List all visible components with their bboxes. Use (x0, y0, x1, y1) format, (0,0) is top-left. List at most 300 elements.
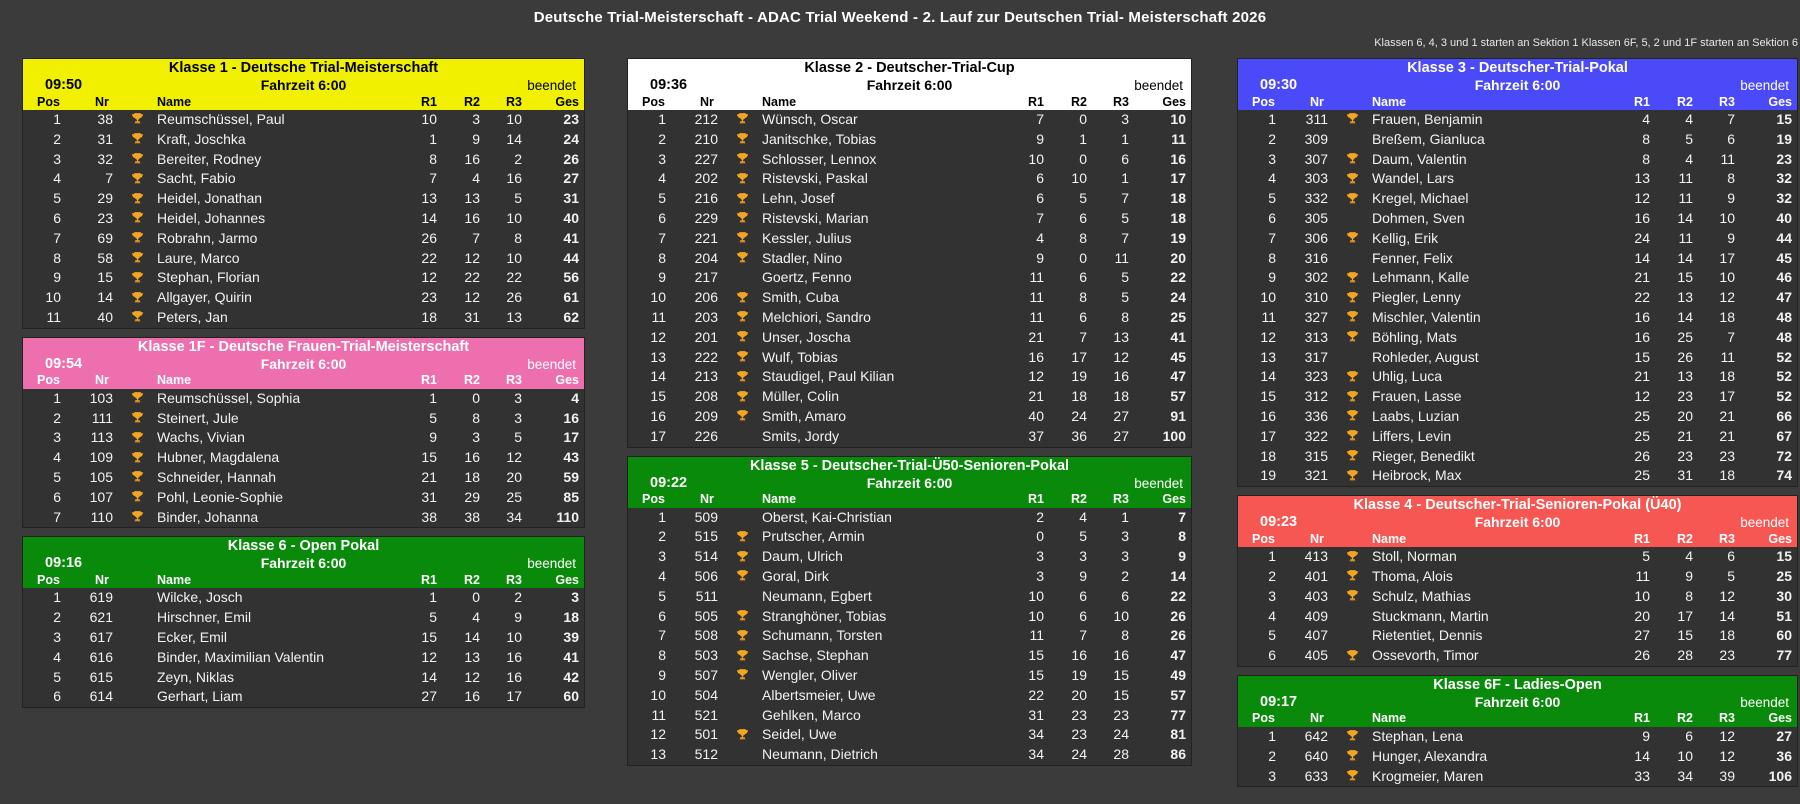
row-pos: 9 (658, 269, 666, 286)
row-r2: 16 (464, 449, 480, 466)
row-r3: 11 (1720, 150, 1735, 167)
row-r3: 10 (506, 111, 522, 127)
table-subheader (628, 77, 1191, 94)
row-r1: 11 (1029, 269, 1044, 286)
row-ges: 45 (1776, 249, 1792, 266)
row-name: Thoma, Alois (1372, 567, 1453, 584)
row-r1: 37 (1028, 427, 1044, 444)
table-header (23, 338, 584, 389)
row-nr: 221 (694, 229, 718, 246)
row-r3: 14 (506, 130, 522, 147)
trophy-icon (724, 194, 760, 205)
row-name: Frauen, Benjamin (1372, 111, 1483, 127)
row-pos: 18 (1260, 447, 1276, 464)
trophy-icon (724, 293, 760, 304)
row-pos: 7 (1268, 229, 1276, 246)
trophy-icon (119, 293, 155, 304)
column-header-nr: Nr (1310, 94, 1324, 109)
row-nr: 15 (97, 269, 113, 286)
row-ges: 15 (1776, 548, 1792, 565)
row-name: Frauen, Lasse (1372, 388, 1462, 405)
column-header-r3: R3 (1113, 492, 1129, 507)
row-r3: 7 (1121, 190, 1129, 207)
row-r3: 16 (1113, 368, 1129, 385)
row-r3: 34 (506, 508, 522, 525)
row-nr: 506 (694, 567, 718, 584)
row-r3: 10 (1719, 269, 1735, 286)
row-pos: 2 (1268, 130, 1276, 147)
row-r3: 5 (1121, 209, 1129, 226)
row-r3: 12 (1719, 587, 1735, 604)
table-rows (23, 588, 584, 707)
row-r1: 33 (1634, 767, 1650, 784)
table-start-time: 09:54 (45, 355, 83, 372)
row-r3: 14 (1719, 607, 1735, 624)
trophy-icon (724, 134, 760, 145)
row-pos: 2 (53, 130, 61, 147)
row-nr: 201 (694, 328, 718, 345)
row-nr: 316 (1304, 249, 1328, 266)
table-row (1238, 189, 1797, 209)
row-name: Daum, Valentin (1372, 150, 1467, 167)
row-ges: 52 (1776, 368, 1792, 385)
column-header-nr: Nr (700, 94, 714, 109)
row-pos: 7 (53, 508, 61, 525)
row-ges: 26 (1170, 607, 1186, 624)
table-row (628, 130, 1191, 150)
row-pos: 3 (53, 150, 61, 167)
column-header-r3: R3 (506, 94, 522, 109)
table-rows (1238, 110, 1797, 486)
table-row (23, 488, 584, 508)
column-header-r2: R2 (464, 94, 480, 109)
row-name: Steinert, Jule (157, 409, 239, 426)
row-pos: 13 (650, 746, 666, 763)
table-subheader (23, 77, 584, 94)
row-pos: 9 (658, 666, 666, 683)
row-name: Stranghöner, Tobias (762, 607, 887, 624)
column-header-pos: Pos (37, 373, 60, 388)
row-r1: 23 (421, 289, 437, 306)
row-ges: 45 (1170, 348, 1186, 365)
table-column-headers (1238, 711, 1797, 727)
row-r3: 12 (506, 449, 522, 466)
row-nr: 615 (89, 668, 113, 685)
table-row (23, 110, 584, 130)
row-nr: 405 (1304, 647, 1328, 664)
row-r1: 4 (1036, 229, 1044, 246)
column-header-nr: Nr (95, 572, 109, 587)
row-r1: 26 (1634, 447, 1650, 464)
table-row (23, 209, 584, 229)
row-nr: 621 (89, 609, 113, 626)
row-r2: 24 (1071, 407, 1087, 424)
trophy-icon (1334, 332, 1370, 343)
row-pos: 2 (53, 409, 61, 426)
trophy-icon (724, 651, 760, 662)
table-row (1238, 427, 1797, 447)
row-ges: 22 (1170, 587, 1186, 604)
table-row (1238, 387, 1797, 407)
row-ges: 4 (571, 389, 579, 406)
row-r3: 3 (1121, 111, 1129, 127)
row-r1: 5 (1642, 548, 1650, 565)
table-fahrzeit: Fahrzeit 6:00 (866, 474, 953, 491)
row-r2: 16 (464, 688, 480, 705)
row-ges: 72 (1776, 447, 1792, 464)
trophy-icon (119, 194, 155, 205)
row-ges: 49 (1170, 666, 1186, 683)
table-row (1238, 767, 1797, 787)
row-name: Smith, Amaro (762, 407, 847, 424)
row-pos: 10 (650, 289, 666, 306)
row-pos: 7 (658, 229, 666, 246)
row-nr: 217 (694, 269, 718, 286)
row-name: Wengler, Oliver (762, 666, 858, 683)
trophy-icon (724, 233, 760, 244)
row-name: Sachse, Stephan (762, 647, 869, 664)
row-nr: 401 (1304, 567, 1328, 584)
row-r3: 15 (1113, 686, 1129, 703)
row-r1: 31 (421, 488, 437, 505)
row-r2: 7 (1079, 627, 1087, 644)
row-r3: 12 (1719, 289, 1735, 306)
row-r2: 4 (1685, 111, 1693, 127)
row-r2: 12 (464, 668, 480, 685)
row-ges: 100 (1162, 427, 1186, 444)
row-r1: 3 (1036, 567, 1044, 584)
table-row (628, 229, 1191, 249)
row-pos: 13 (650, 348, 666, 365)
row-ges: 47 (1170, 368, 1186, 385)
table-rows (23, 110, 584, 328)
row-r2: 6 (1079, 269, 1087, 286)
row-r2: 23 (1677, 388, 1693, 405)
table-row (628, 547, 1191, 567)
trophy-icon (1334, 411, 1370, 422)
row-pos: 9 (1268, 269, 1276, 286)
table-status-badge: beendet (527, 356, 576, 372)
row-r1: 38 (421, 508, 437, 525)
row-ges: 15 (1776, 111, 1792, 127)
row-r2: 8 (1685, 587, 1693, 604)
row-pos: 16 (1260, 407, 1276, 424)
row-ges: 10 (1170, 111, 1186, 127)
column-header-name: Name (157, 94, 192, 109)
row-r3: 10 (506, 209, 522, 226)
table-row (23, 389, 584, 409)
table-rows (23, 389, 584, 528)
table-row (1238, 626, 1797, 646)
row-nr: 503 (694, 647, 718, 664)
row-pos: 3 (53, 429, 61, 446)
row-r3: 18 (1719, 308, 1735, 325)
row-r1: 0 (1036, 528, 1044, 545)
table-rows (628, 508, 1191, 765)
row-r3: 11 (1720, 348, 1735, 365)
row-r1: 22 (1634, 289, 1650, 306)
results-table-klasse2 (627, 58, 1192, 448)
row-pos: 15 (1260, 388, 1276, 405)
row-ges: 7 (1178, 508, 1186, 525)
row-nr: 617 (89, 628, 113, 645)
row-ges: 8 (1178, 528, 1186, 545)
row-r2: 8 (1079, 289, 1087, 306)
row-name: Neumann, Dietrich (762, 746, 878, 763)
table-fahrzeit: Fahrzeit 6:00 (260, 77, 347, 93)
row-r1: 9 (1642, 727, 1650, 744)
table-row (1238, 447, 1797, 467)
trophy-icon (724, 730, 760, 741)
row-name: Binder, Johanna (157, 508, 259, 525)
table-row (628, 626, 1191, 646)
row-ges: 41 (1170, 328, 1186, 345)
row-r2: 3 (472, 429, 480, 446)
row-r1: 14 (421, 209, 437, 226)
row-ges: 20 (1170, 249, 1186, 266)
row-pos: 5 (1268, 627, 1276, 644)
row-r1: 21 (1634, 269, 1650, 286)
row-ges: 17 (1170, 170, 1186, 187)
row-pos: 17 (1260, 427, 1276, 444)
row-r3: 24 (1113, 726, 1129, 743)
row-ges: 23 (1776, 150, 1792, 167)
sektion-note: Klassen 6, 4, 3 und 1 starten an Sektion 1 Klassen 6F, 5, 2 und 1F starten an Sektion 6 (1374, 37, 1798, 49)
table-row (1238, 110, 1797, 130)
row-r2: 16 (464, 150, 480, 167)
row-r2: 16 (464, 209, 480, 226)
row-r3: 8 (514, 229, 522, 246)
row-r2: 5 (1079, 190, 1087, 207)
row-pos: 11 (651, 308, 666, 325)
row-nr: 322 (1304, 427, 1328, 444)
row-nr: 203 (694, 308, 718, 325)
row-r3: 5 (514, 190, 522, 207)
row-r1: 21 (1028, 328, 1044, 345)
row-ges: 52 (1776, 348, 1792, 365)
trophy-icon (119, 393, 155, 404)
row-pos: 8 (53, 249, 61, 266)
row-pos: 14 (650, 368, 666, 385)
row-r1: 1 (429, 589, 437, 606)
row-pos: 6 (53, 688, 61, 705)
row-pos: 1 (53, 389, 61, 406)
row-nr: 202 (694, 170, 718, 187)
row-ges: 27 (563, 170, 579, 187)
trophy-icon (119, 413, 155, 424)
row-pos: 6 (53, 209, 61, 226)
row-name: Stadler, Nino (762, 249, 843, 266)
row-pos: 5 (658, 190, 666, 207)
row-name: Kraft, Joschka (157, 130, 246, 147)
row-name: Stephan, Florian (157, 269, 260, 286)
column-header-name: Name (762, 492, 797, 507)
row-name: Wünsch, Oscar (762, 111, 858, 127)
row-r2: 6 (1079, 607, 1087, 624)
row-r1: 6 (1036, 190, 1044, 207)
row-r3: 25 (506, 488, 522, 505)
row-nr: 107 (89, 488, 113, 505)
trophy-icon (724, 312, 760, 323)
row-ges: 60 (563, 688, 579, 705)
table-subheader (23, 555, 584, 572)
column-header-r3: R3 (1719, 711, 1735, 726)
row-name: Dohmen, Sven (1372, 209, 1465, 226)
trophy-icon (724, 552, 760, 563)
row-r2: 4 (472, 170, 480, 187)
row-ges: 42 (563, 668, 579, 685)
row-name: Wulf, Tobias (762, 348, 838, 365)
trophy-icon (119, 312, 155, 323)
row-ges: 47 (1170, 647, 1186, 664)
column-header-ges: Ges (1162, 492, 1186, 507)
trophy-icon (119, 273, 155, 284)
trophy-icon (119, 472, 155, 483)
row-r1: 27 (1634, 627, 1650, 644)
row-pos: 12 (650, 726, 666, 743)
row-r3: 28 (1113, 746, 1129, 763)
table-row (23, 268, 584, 288)
row-ges: 39 (563, 628, 579, 645)
row-r3: 6 (1121, 587, 1129, 604)
row-ges: 19 (1170, 229, 1186, 246)
row-pos: 5 (658, 587, 666, 604)
row-r3: 16 (1113, 647, 1129, 664)
table-row (628, 328, 1191, 348)
row-pos: 2 (1268, 747, 1276, 764)
row-pos: 5 (53, 190, 61, 207)
row-r2: 4 (472, 609, 480, 626)
row-ges: 24 (563, 130, 579, 147)
table-row (1238, 547, 1797, 567)
row-r2: 11 (1678, 190, 1693, 207)
row-r1: 1 (429, 130, 437, 147)
row-name: Laure, Marco (157, 249, 240, 266)
column-header-r3: R3 (1719, 94, 1735, 109)
table-row (1238, 727, 1797, 747)
row-r2: 22 (464, 269, 480, 286)
row-r3: 27 (1113, 407, 1129, 424)
row-r2: 4 (1685, 150, 1693, 167)
table-status-badge: beendet (1740, 78, 1789, 93)
row-nr: 514 (694, 548, 718, 565)
row-r3: 10 (1113, 607, 1129, 624)
table-column-headers (23, 94, 584, 110)
row-pos: 1 (1268, 727, 1276, 744)
table-row (628, 725, 1191, 745)
row-ges: 32 (1776, 170, 1792, 187)
trophy-icon (724, 253, 760, 264)
table-header (1238, 676, 1797, 727)
row-ges: 52 (1776, 388, 1792, 405)
row-r2: 29 (464, 488, 480, 505)
row-r2: 9 (472, 130, 480, 147)
row-ges: 27 (1776, 727, 1792, 744)
row-r3: 9 (1727, 190, 1735, 207)
table-row (1238, 646, 1797, 666)
trophy-icon (724, 352, 760, 363)
column-header-name: Name (762, 94, 797, 109)
column-header-r2: R2 (1677, 711, 1693, 726)
row-name: Pohl, Leonie-Sophie (157, 488, 284, 505)
table-row (23, 189, 584, 209)
row-r1: 1 (429, 389, 437, 406)
row-nr: 216 (694, 190, 718, 207)
table-row (628, 686, 1191, 706)
row-r3: 3 (514, 409, 522, 426)
row-r2: 17 (1677, 607, 1693, 624)
row-r3: 2 (1121, 567, 1129, 584)
row-r1: 7 (1036, 111, 1044, 127)
column-header-pos: Pos (1252, 94, 1275, 109)
trophy-icon (119, 453, 155, 464)
column-header-ges: Ges (1768, 94, 1792, 109)
row-nr: 209 (694, 407, 718, 424)
row-name: Heidel, Jonathan (157, 190, 263, 207)
row-r1: 21 (421, 468, 437, 485)
row-r3: 17 (1719, 388, 1735, 405)
row-nr: 306 (1304, 229, 1328, 246)
row-r2: 9 (1685, 567, 1693, 584)
row-r2: 14 (1677, 249, 1693, 266)
table-row (23, 229, 584, 249)
table-row (628, 508, 1191, 528)
row-r2: 6 (1079, 209, 1087, 226)
row-pos: 6 (658, 209, 666, 226)
row-r2: 15 (1677, 627, 1693, 644)
row-r3: 23 (1719, 647, 1735, 664)
table-title: Klasse 1F - Deutsche Frauen-Trial-Meisterschaft (137, 338, 470, 355)
row-nr: 69 (97, 229, 113, 246)
row-ges: 18 (1170, 209, 1186, 226)
row-nr: 321 (1304, 467, 1328, 484)
row-r2: 12 (464, 249, 480, 266)
row-name: Piegler, Lenny (1372, 289, 1461, 306)
row-pos: 3 (658, 548, 666, 565)
row-r1: 34 (1028, 726, 1044, 743)
row-nr: 227 (694, 150, 718, 167)
row-r2: 14 (1677, 308, 1693, 325)
row-r1: 7 (429, 170, 437, 187)
row-r3: 5 (1121, 269, 1129, 286)
row-r3: 18 (1719, 627, 1735, 644)
table-row (628, 150, 1191, 170)
row-nr: 633 (1304, 767, 1328, 784)
table-header (1238, 59, 1797, 110)
table-row (1238, 169, 1797, 189)
row-pos: 16 (650, 407, 666, 424)
column-header-r2: R2 (1071, 94, 1087, 109)
row-r3: 10 (506, 249, 522, 266)
row-name: Neumann, Egbert (762, 587, 872, 604)
table-row (23, 169, 584, 189)
row-ges: 48 (1776, 328, 1792, 345)
row-r2: 31 (1677, 467, 1693, 484)
row-r3: 22 (506, 269, 522, 286)
column-header-pos: Pos (1252, 531, 1275, 546)
trophy-icon (724, 611, 760, 622)
row-nr: 111 (91, 409, 113, 426)
row-r1: 16 (1634, 209, 1650, 226)
table-row (1238, 348, 1797, 368)
row-nr: 110 (90, 508, 113, 525)
row-r3: 18 (1719, 467, 1735, 484)
table-row (628, 348, 1191, 368)
table-row (1238, 229, 1797, 249)
row-r2: 7 (472, 229, 480, 246)
row-r2: 20 (1677, 407, 1693, 424)
row-r1: 34 (1028, 746, 1044, 763)
